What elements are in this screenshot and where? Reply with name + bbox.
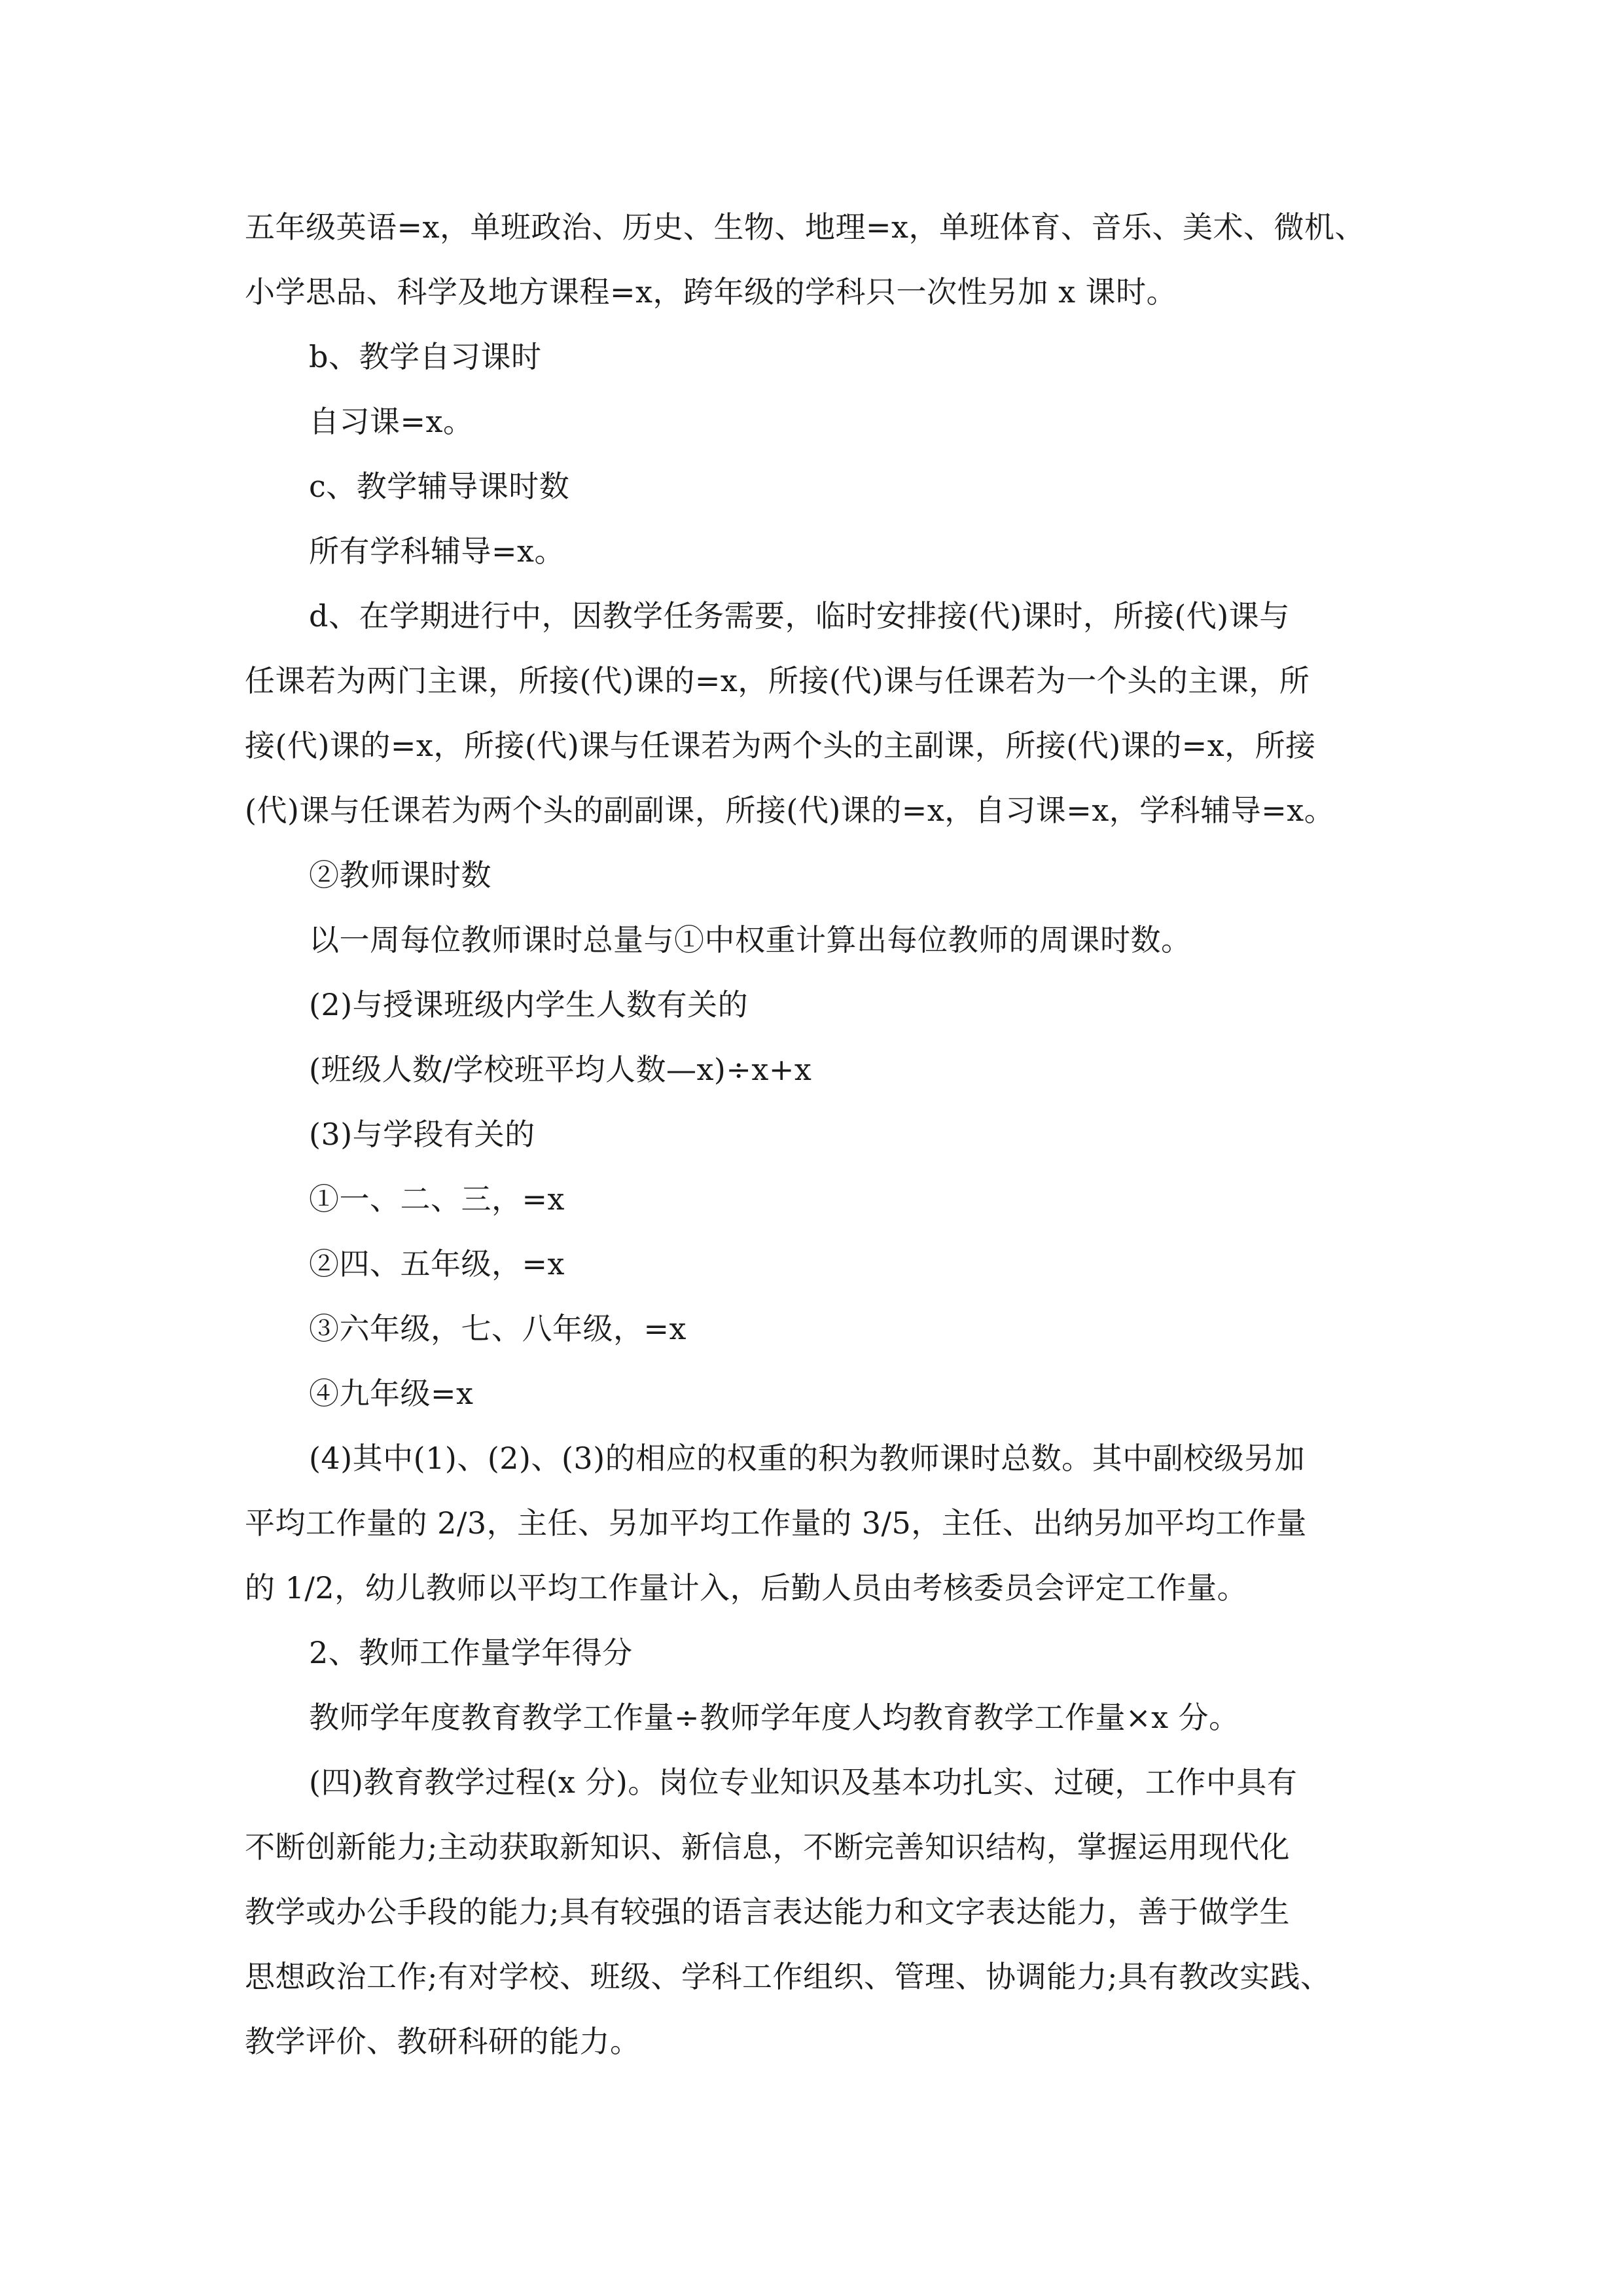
- text-line: 思想政治工作;有对学校、班级、学科工作组织、管理、协调能力;具有教改实践、: [245, 1959, 1331, 1994]
- text-line: ①一、二、三，=x: [309, 1181, 565, 1217]
- text-line: 教学评价、教研科研的能力。: [245, 2024, 641, 2059]
- text-line: (2)与授课班级内学生人数有关的: [309, 987, 749, 1022]
- text-line: 的 1/2，幼儿教师以平均工作量计入，后勤人员由考核委员会评定工作量。: [245, 1570, 1248, 1605]
- text-line: ④九年级=x: [309, 1376, 474, 1411]
- text-line: (4)其中(1)、(2)、(3)的相应的权重的积为教师课时总数。其中副校级另加: [309, 1441, 1306, 1476]
- text-line: 五年级英语=x，单班政治、历史、生物、地理=x，单班体育、音乐、美术、微机、: [245, 209, 1365, 245]
- text-line: 所有学科辅导=x。: [309, 533, 565, 569]
- text-line: 教师学年度教育教学工作量÷教师学年度人均教育教学工作量×x 分。: [309, 1700, 1240, 1735]
- text-line: ③六年级，七、八年级，=x: [309, 1311, 687, 1346]
- text-line: b、教学自习课时: [309, 339, 542, 374]
- document-body: [245, 195, 1383, 2074]
- text-line: (四)教育教学过程(x 分)。岗位专业知识及基本功扎实、过硬，工作中具有: [309, 1765, 1298, 1800]
- text-line: ②四、五年级，=x: [309, 1246, 565, 1282]
- text-line: 教学或办公手段的能力;具有较强的语言表达能力和文字表达能力，善于做学生: [245, 1894, 1290, 1929]
- text-line: (3)与学段有关的: [309, 1117, 535, 1152]
- text-line: (班级人数/学校班平均人数—x)÷x+x: [309, 1052, 812, 1087]
- text-line: 2、教师工作量学年得分: [309, 1635, 633, 1670]
- text-line: 平均工作量的 2/3，主任、另加平均工作量的 3/5，主任、出纳另加平均工作量: [245, 1505, 1307, 1541]
- text-line: 小学思品、科学及地方课程=x，跨年级的学科只一次性另加 x 课时。: [245, 274, 1177, 310]
- text-line: (代)课与任课若为两个头的副副课，所接(代)课的=x，自习课=x，学科辅导=x。: [245, 793, 1335, 828]
- text-line: 不断创新能力;主动获取新知识、新信息，不断完善知识结构，掌握运用现代化: [245, 1829, 1290, 1865]
- text-line: ②教师课时数: [309, 857, 491, 893]
- text-line: c、教学辅导课时数: [309, 469, 570, 504]
- text-line: 任课若为两门主课，所接(代)课的=x，所接(代)课与任课若为一个头的主课，所: [245, 663, 1310, 698]
- text-line: 以一周每位教师课时总量与①中权重计算出每位教师的周课时数。: [309, 922, 1192, 958]
- text-line: 自习课=x。: [309, 404, 474, 439]
- text-line: d、在学期进行中，因教学任务需要，临时安排接(代)课时，所接(代)课与: [309, 598, 1290, 634]
- text-line: 接(代)课的=x，所接(代)课与任课若为两个头的主副课，所接(代)课的=x，所接: [245, 728, 1316, 763]
